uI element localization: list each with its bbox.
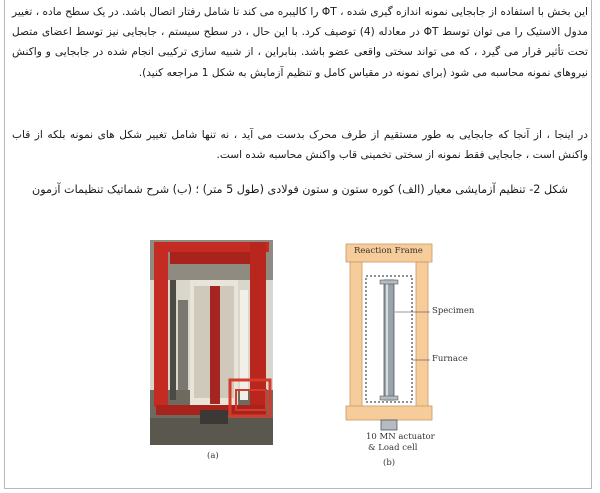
test-setup-schematic <box>340 240 475 456</box>
load-cell-label: & Load cell <box>368 443 418 453</box>
actuator-label: 10 MN actuator <box>366 432 435 442</box>
reaction-frame-label: Reaction Frame <box>354 246 423 256</box>
test-setup-schematic-drawing <box>340 240 456 456</box>
figure-caption: شکل 2- تنظیم آزمایشی معیار (الف) کوره ستون و ستون فولادی (طول 5 متر) ؛ (ب) شرح شماتیک تنظیمات آزمون <box>31 183 568 196</box>
test-rig-photo <box>150 240 273 445</box>
furnace-label: Furnace <box>432 354 468 364</box>
figure-b-label: (b) <box>383 458 396 468</box>
test-rig-photo-drawing <box>150 240 273 445</box>
paragraph-2: در اینجا ، از آنجا که جابجایی به طور مستقیم از طرف محرک بدست می آید ، نه تنها شامل تغییر شکل های نمونه بلکه از قاب واکنش است ، جابجایی فقط نمونه از سختی تخمینی قاب واکنش محاسبه شده است. <box>12 129 588 162</box>
specimen-label: Specimen <box>432 306 475 316</box>
figure-a-label: (a) <box>207 451 219 461</box>
paragraph-1: این بخش با استفاده از جابجایی نمونه اندازه گیری شده ، ΦT را کالیبره می کند تا شامل رفتار اتصال باشد. در یک سطح ماده ، تغییر مدول الاستیک را می توان توسط ΦT در معادله (4) توصیف کرد. با این حال ، در سطح سیستم ، جابجایی نیز توسط اعضای متصل تحت تأثیر قرار می گیرد ، که می تواند سختی واقعی عضو باشد. بنابراین ، از شبیه سازی ترکیبی انجام شده در جابجایی و واکنش نیروهای نمونه محاسبه می شود (برای نمونه در مقیاس کامل و تنظیم آزمایش به شکل 1 مراجعه کنید). <box>12 6 588 79</box>
